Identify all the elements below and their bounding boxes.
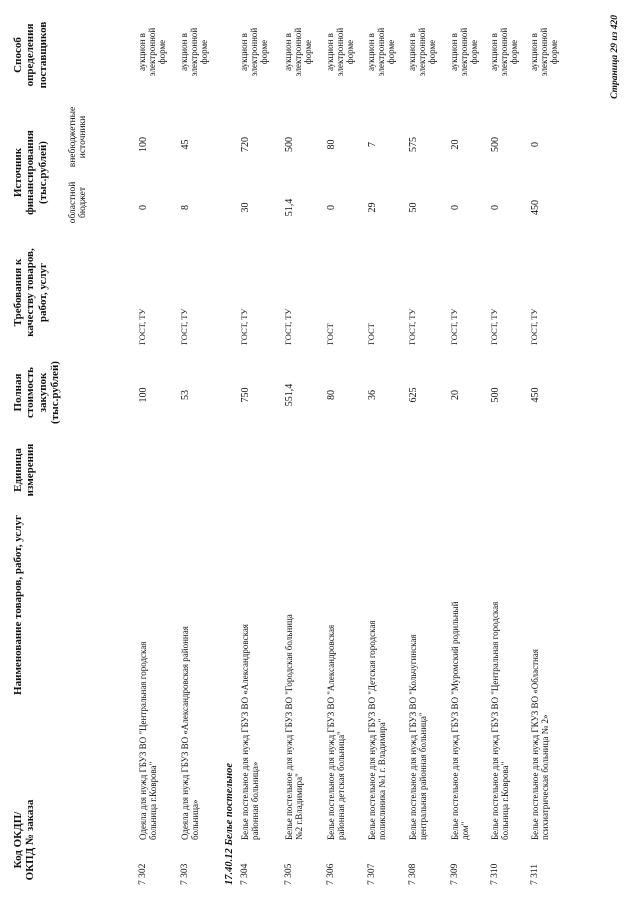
row-name: Белье постельное для нужд ГБУЗ ВО "Детская городская поликлиника №1 г. Владимира" — [367, 620, 388, 840]
row-code: 7 308 — [408, 863, 418, 885]
row-extra: 500 — [490, 137, 501, 152]
row-quality: ГОСТ, ТУ — [179, 308, 189, 345]
row-method: аукцион в электронной форме — [283, 27, 313, 77]
row-regional: 0 — [326, 205, 337, 210]
row-extra: 100 — [138, 137, 149, 152]
row-extra: 45 — [180, 139, 191, 150]
row-name: Белье постельное для нужд ГБУЗ ВО «Александровская районная больница» — [240, 624, 261, 840]
section-title: 17.40.12 Белье постельное — [224, 762, 235, 885]
row-method: аукцион в электронной форме — [325, 27, 355, 77]
row-method: аукцион в электронной форме — [407, 27, 437, 77]
row-total: 625 — [408, 387, 419, 403]
row-extra: 20 — [450, 139, 461, 150]
header-code: Код ОКДП/ ОКПД № заказа — [12, 799, 37, 881]
row-total: 53 — [180, 390, 191, 400]
header-total-cost: Полная стоимость закупок (тыс.рублей) — [12, 361, 61, 424]
row-code: 7 305 — [284, 863, 294, 885]
row-regional: 30 — [240, 202, 251, 213]
row-quality: ГОСТ, ТУ — [449, 308, 459, 345]
row-name: Белье постельное для нужд ГКУЗ ВО «Областная психиатрическая больница № 2» — [530, 649, 551, 840]
row-method: аукцион в электронной форме — [489, 27, 519, 77]
row-code: 7 306 — [326, 863, 336, 885]
row-quality: ГОСТ — [325, 323, 335, 345]
row-total: 80 — [326, 390, 337, 400]
row-code: 7 302 — [138, 863, 148, 885]
row-total: 450 — [530, 387, 541, 403]
row-regional: 29 — [367, 202, 378, 213]
row-total: 36 — [367, 390, 378, 400]
row-regional: 450 — [530, 200, 541, 215]
row-name: Белье постельное для нужд ГБУЗ ВО "Кольчугинская центральная районная больница" — [408, 634, 429, 840]
header-finance-extra: внебюджетные источники — [68, 106, 89, 168]
row-name: Белье постельное для нужд ГБУЗ ВО "Городская больница №2 г.Владимира" — [284, 614, 305, 840]
row-method: аукцион в электронной форме — [239, 27, 269, 77]
row-quality: ГОСТ, ТУ — [489, 308, 499, 345]
row-code: 7 307 — [367, 863, 377, 885]
row-total: 500 — [490, 387, 501, 403]
row-extra: 0 — [530, 142, 541, 147]
row-regional: 51,4 — [284, 198, 295, 217]
row-extra: 575 — [408, 137, 419, 152]
row-regional: 0 — [450, 205, 461, 210]
row-method: аукцион в электронной форме — [529, 27, 559, 77]
row-total: 20 — [450, 390, 461, 400]
row-regional: 0 — [138, 205, 149, 210]
row-code: 7 310 — [490, 863, 500, 885]
row-quality: ГОСТ — [366, 323, 376, 345]
header-finance: Источник финансирования (тыс.рублей) — [12, 130, 49, 215]
row-extra: 80 — [326, 139, 337, 150]
row-name: Белье постельное для нужд ГБУЗ ВО "Александровская районная детская больница" — [326, 624, 347, 840]
row-total: 100 — [138, 387, 149, 403]
row-extra: 720 — [240, 137, 251, 152]
row-regional: 0 — [490, 205, 501, 210]
row-method: аукцион в электронной форме — [179, 27, 209, 77]
row-quality: ГОСТ, ТУ — [407, 308, 417, 345]
row-code: 7 311 — [530, 863, 540, 885]
row-name: Одеяла для нужд ГБУЗ ВО «Александровская районная больница» — [180, 626, 201, 840]
row-code: 7 304 — [240, 863, 250, 885]
row-quality: ГОСТ, ТУ — [529, 308, 539, 345]
row-quality: ГОСТ, ТУ — [239, 308, 249, 345]
row-total: 750 — [240, 387, 251, 403]
row-name: Белье постельное для нужд ГБУЗ ВО "Муромский родильный дом" — [450, 601, 471, 840]
row-name: Белье постельное для нужд ГБУЗ ВО "Центральная городская больница г.Коврова" — [490, 601, 511, 840]
header-method: Способ определения поставщиков — [12, 21, 49, 89]
header-finance-regional: областной бюджет — [68, 181, 89, 224]
row-quality: ГОСТ, ТУ — [283, 308, 293, 345]
row-regional: 8 — [180, 205, 191, 210]
row-code: 7 303 — [180, 863, 190, 885]
header-name: Наименование товаров, работ, услуг — [12, 515, 24, 695]
row-extra: 7 — [367, 142, 378, 147]
header-quality: Требования к качеству товаров, работ, услуг — [12, 248, 49, 337]
row-method: аукцион в электронной форме — [449, 27, 479, 77]
row-total: 551,4 — [284, 383, 295, 407]
row-method: аукцион в электронной форме — [137, 27, 167, 77]
header-unit: Единица измерения — [12, 443, 37, 497]
row-extra: 500 — [284, 137, 295, 152]
page-number: Страница 29 из 420 — [610, 15, 620, 99]
row-method: аукцион в электронной форме — [366, 27, 396, 77]
row-name: Одеяла для нужд ГБУЗ ВО "Центральная городская больница г.Коврова" — [138, 641, 159, 840]
row-regional: 50 — [408, 202, 419, 213]
row-code: 7 309 — [450, 863, 460, 885]
row-quality: ГОСТ, ТУ — [137, 308, 147, 345]
